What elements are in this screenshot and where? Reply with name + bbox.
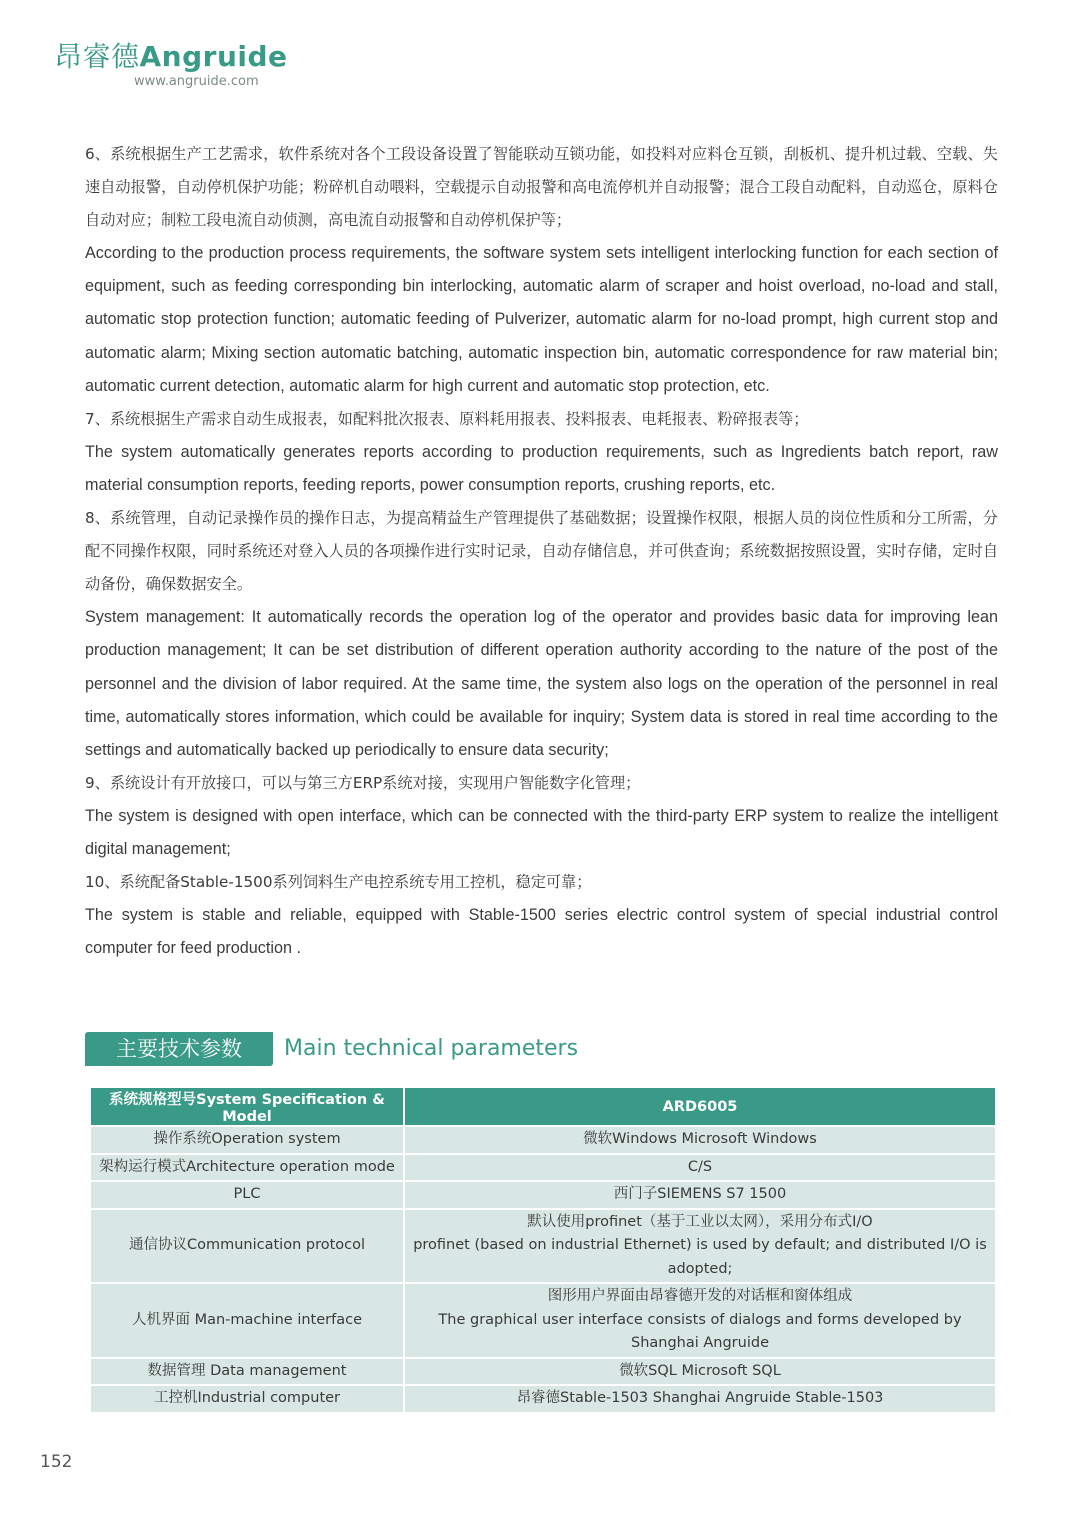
section-header <box>85 1032 785 1066</box>
row-value-line: profinet (based on industrial Ethernet) is used by default; and distributed I/O is adopted; <box>413 1237 987 1277</box>
page-number: 152 <box>40 1452 73 1472</box>
row-value-line: 图形用户界面由昂睿德开发的对话框和窗体组成 <box>547 1288 853 1304</box>
table-header-row <box>91 1088 995 1125</box>
row-value <box>405 1210 995 1283</box>
row-value-line: 昂睿德Stable-1503 Shanghai Angruide Stable-1503 <box>516 1390 884 1406</box>
row-value-line: 默认使用profinet（基于工业以太网），采用分布式I/O <box>527 1213 873 1230</box>
table-row <box>91 1284 995 1357</box>
header-model-value: ARD6005 <box>405 1088 995 1125</box>
row-value <box>405 1155 995 1181</box>
row-value-line: 微软Windows Microsoft Windows <box>583 1131 817 1147</box>
logo-wordmark <box>54 40 288 74</box>
row-label: 通信协议Communication protocol <box>91 1210 403 1283</box>
table-row <box>91 1210 995 1283</box>
row-label: 架构运行模式Architecture operation mode <box>91 1155 403 1181</box>
paragraph-10-cn: 10、系统配备Stable-1500系列饲料生产电控系统专用工控机，稳定可靠； <box>85 873 592 892</box>
paragraph-9-en: The system is designed with open interface, which can be connected with the third-party ERP system to realize the intelligent digital management; <box>85 806 998 858</box>
section-title-en: Main technical parameters <box>284 1036 579 1061</box>
paragraph-8-en: System management: It automatically records the operation log of the operator and provides basic data for improving lean production management; It can be set distribution of different operation authority according to the nature of the post of the personnel and the division of labor required. At the same time, the system also logs on the operation of the personnel in real time, automatically stores information, which could be available for inquiry; System data is stored in real time according to the settings and automatically backed up periodically to ensure data security; <box>85 608 998 759</box>
paragraph-7-cn: 7、系统根据生产需求自动生成报表，如配料批次报表、原料耗用报表、投料报表、电耗报表、粉碎报表等； <box>85 409 809 428</box>
paragraph-9-cn: 9、系统设计有开放接口，可以与第三方ERP系统对接，实现用户智能数字化管理； <box>85 773 641 792</box>
row-label: 人机界面 Man-machine interface <box>91 1284 403 1357</box>
row-value <box>405 1127 995 1153</box>
row-value <box>405 1284 995 1357</box>
row-value <box>405 1386 995 1412</box>
table-row <box>91 1386 995 1412</box>
table-row <box>91 1182 995 1208</box>
body-text <box>85 138 998 965</box>
row-label: PLC <box>91 1182 403 1208</box>
row-value <box>405 1182 995 1208</box>
website-url: www.angruide.com <box>134 74 259 89</box>
spec-table <box>89 1086 997 1414</box>
row-value-line: 西门子SIEMENS S7 1500 <box>613 1186 787 1202</box>
paragraph-6-cn: 6、系统根据生产工艺需求，软件系统对各个工段设备设置了智能联动互锁功能，如投料对应料仓互锁，刮板机、提升机过载、空载、失速自动报警，自动停机保护功能；粉碎机自动喂料，空载提示自动报警和高电流停机并自动报警；混合工段自动配料，自动巡仓，原料仓自动对应；制粒工段电流自动侦测，高电流自动报警和自动停机保护等； <box>85 145 998 230</box>
paragraph-8-cn: 8、系统管理，自动记录操作员的操作日志，为提高精益生产管理提供了基础数据；设置操作权限，根据人员的岗位性质和分工所需，分配不同操作权限，同时系统还对登入人员的各项操作进行实时记录，自动存储信息，并可供查询；系统数据按照设置，实时存储，定时自动备份，确保数据安全。 <box>85 509 998 594</box>
row-value-line: C/S <box>687 1158 713 1175</box>
row-label: 操作系统Operation system <box>91 1127 403 1153</box>
paragraph-6-en: According to the production process requirements, the software system sets intelligent interlocking function for each section of equipment, such as feeding corresponding bin interlocking, automatic alarm of scraper and hoist overload, no-load and stall, automatic stop protection function; automatic feeding of Pulverizer, automatic alarm for no-load prompt, high current stop and automatic alarm; Mixing section automatic batching, automatic inspection bin, automatic correspondence for raw material bin; automatic current detection, automatic alarm for high current and automatic stop protection, etc. <box>85 244 998 395</box>
company-logo <box>54 40 288 89</box>
row-label: 数据管理 Data management <box>91 1359 403 1385</box>
paragraph-7-en: The system automatically generates reports according to production requirements, such as Ingredients batch report, raw material consumption reports, feeding reports, power consumption reports, crushing reports, etc. <box>85 442 998 494</box>
table-row <box>91 1155 995 1181</box>
row-value-line: 微软SQL Microsoft SQL <box>619 1362 781 1379</box>
paragraph-10-en: The system is stable and reliable, equipped with Stable-1500 series electric control system of special industrial control computer for feed production . <box>85 906 998 958</box>
row-value <box>405 1359 995 1385</box>
row-value-line: The graphical user interface consists of dialogs and forms developed by Shanghai Angruide <box>438 1311 962 1351</box>
logo-cn: 昂睿德 <box>54 40 140 73</box>
logo-en: Angruide <box>139 40 288 73</box>
table-row <box>91 1359 995 1385</box>
table-row <box>91 1127 995 1153</box>
section-title-cn: 主要技术参数 <box>85 1032 273 1066</box>
header-spec-model: 系统规格型号System Specification & Model <box>91 1088 403 1125</box>
row-label: 工控机Industrial computer <box>91 1386 403 1412</box>
